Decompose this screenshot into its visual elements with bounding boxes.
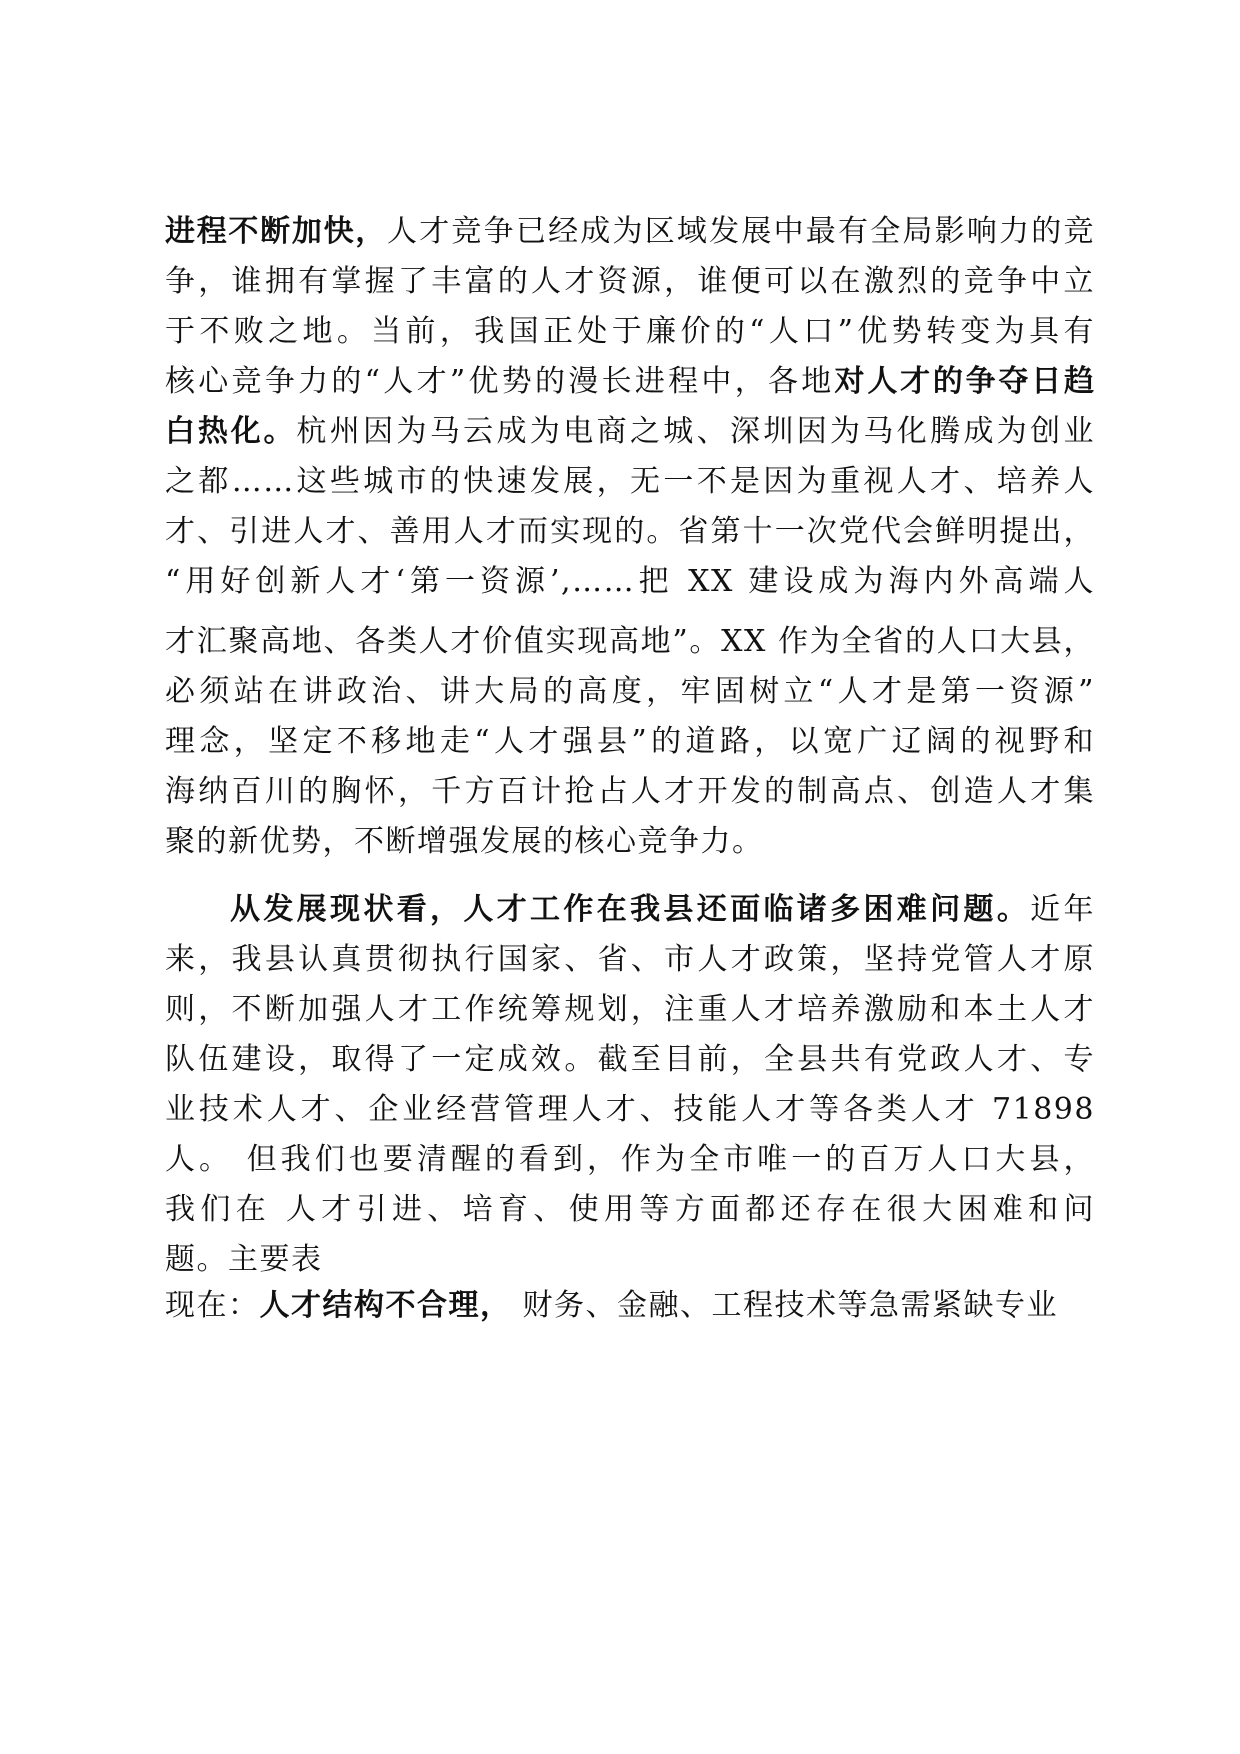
text-run: 则，不断加强人才工作统筹规划，注重人才培养激励和本土人才 <box>165 992 1095 1027</box>
text-run: 来，我县认真贯彻执行国家、省、市人才政策，坚持党管人才原 <box>165 942 1095 977</box>
bold-phrase: 从发展现状看，人才工作在我县还面临诸多困难问题。 <box>230 892 1031 927</box>
text-line <box>165 1040 1095 1080</box>
paragraph-first-line <box>230 890 1095 930</box>
text-run: 我们在 人才引进、培育、使用等方面都还存在很大困难和问 <box>165 1192 1095 1227</box>
text-line <box>165 1190 1095 1230</box>
text-run: “用好创新人才‘第一资源’,……把 XX 建设成为海内外高端人 <box>165 564 1095 599</box>
text-line <box>165 562 1095 602</box>
text-line <box>165 772 1095 812</box>
bold-phrase: 白热化。 <box>165 414 297 449</box>
text-run: 聚的新优势，不断增强发展的核心竞争力。 <box>165 824 764 859</box>
text-line <box>165 1286 1095 1326</box>
text-line <box>165 940 1095 980</box>
text-run: 才汇聚高地、各类人才价值实现高地”。XX 作为全省的人口大县， <box>165 624 1095 659</box>
text-run: 于不败之地。当前，我国正处于廉价的“人口”优势转变为具有 <box>165 314 1095 349</box>
text-run: 海纳百川的胸怀，千方百计抢占人才开发的制高点、创造人才集 <box>165 774 1095 809</box>
text-run: 必须站在讲政治、讲大局的高度，牢固树立“人才是第一资源” <box>165 674 1095 709</box>
bold-phrase: 人才结构不合理， <box>259 1288 512 1323</box>
text-run: 现在： <box>165 1288 260 1323</box>
text-run: 财务、金融、工程技术等急需紧缺专业 <box>511 1288 1059 1323</box>
text-line <box>165 990 1095 1030</box>
bold-phrase: 对人才的争夺日趋 <box>834 364 1095 399</box>
text-line <box>165 312 1095 352</box>
text-line <box>165 512 1095 552</box>
text-line <box>165 262 1095 302</box>
text-line <box>165 212 1095 252</box>
text-run: 人才竞争已经成为区域发展中最有全局影响力的竞 <box>387 214 1095 249</box>
bold-phrase: 进程不断加快， <box>165 214 387 249</box>
text-run: 杭州因为马云成为电商之城、深圳因为马化腾成为创业 <box>296 414 1096 449</box>
text-run: 争，谁拥有掌握了丰富的人才资源，谁便可以在激烈的竞争中立 <box>165 264 1095 299</box>
text-line <box>165 722 1095 762</box>
text-run: 近年 <box>1030 892 1096 927</box>
text-line <box>165 462 1095 502</box>
text-run: 业技术人才、企业经营管理人才、技能人才等各类人才 71898 <box>165 1092 1095 1127</box>
text-run: 之都……这些城市的快速发展，无一不是因为重视人才、培养人 <box>165 464 1095 499</box>
text-line <box>165 1240 1095 1280</box>
text-run: 理念，坚定不移地走“人才强县”的道路，以宽广辽阔的视野和 <box>165 724 1095 759</box>
text-line <box>165 1140 1095 1180</box>
text-line <box>165 1090 1095 1130</box>
text-run: 人。 但我们也要清醒的看到，作为全市唯一的百万人口大县， <box>165 1142 1095 1177</box>
text-run: 才、引进人才、善用人才而实现的。省第十一次党代会鲜明提出， <box>165 514 1095 549</box>
text-run: 队伍建设，取得了一定成效。截至目前，全县共有党政人才、专 <box>165 1042 1095 1077</box>
text-run: 核心竞争力的“人才”优势的漫长进程中，各地 <box>165 364 835 399</box>
text-line <box>165 672 1095 712</box>
text-line <box>165 822 1095 862</box>
text-line <box>165 362 1095 402</box>
text-run: 题。主要表 <box>165 1242 323 1277</box>
text-line <box>165 622 1095 662</box>
text-line <box>165 412 1095 452</box>
